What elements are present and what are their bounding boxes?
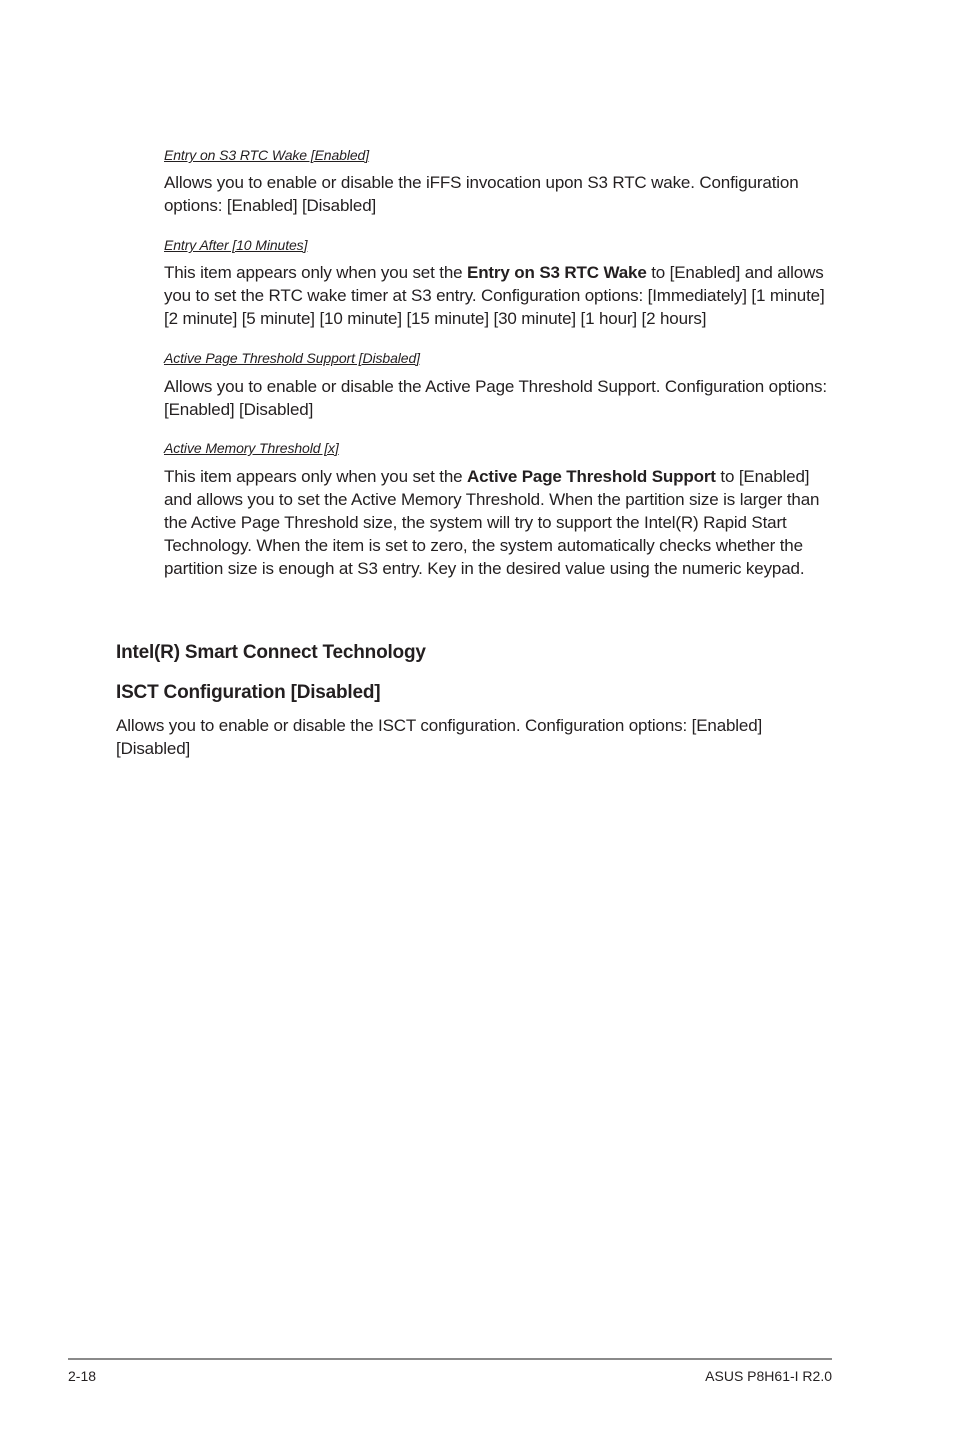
sub-heading-active-page-threshold-support: Active Page Threshold Support [Disbaled] bbox=[164, 350, 420, 366]
entry-after-description bbox=[164, 261, 834, 330]
active-page-threshold-support-description: Allows you to enable or disable the Active Page Threshold Support. Configuration options: [Enabled] [Disabled] bbox=[164, 377, 827, 419]
entry-on-s3-rtc-wake-description: Allows you to enable or disable the iFFS invocation upon S3 RTC wake. Configuration options: [Enabled] [Disabled] bbox=[164, 173, 799, 215]
entry-after-text-bold: Entry on S3 RTC Wake bbox=[467, 263, 647, 282]
entry-after-text-end: to [Enabled] and allows you to set the RTC wake timer at S3 entry. Configuration options: [Immediately] [1 minute] [2 minute] [5 minute] [10 minute] [15 minute] [30 minute] [1 hour] [2 hours] bbox=[164, 263, 825, 328]
isct-configuration-description: Allows you to enable or disable the ISCT configuration. Configuration options: [Enabled] [Disabled] bbox=[116, 716, 763, 758]
entry-after-text-start: This item appears only when you set the bbox=[164, 263, 467, 282]
active-memory-threshold-text-end: to [Enabled] and allows you to set the Active Memory Threshold. When the partition size is larger than the Active Page Threshold size, the system will try to support the Intel(R) Rapid Start Technology. When the item is set to zero, the system automatically checks whether the partition size is enough at S3 entry. Key in the desired value using the numeric keypad. bbox=[164, 467, 820, 578]
active-memory-threshold-text-start: This item appears only when you set the bbox=[164, 467, 467, 486]
product-name: ASUS P8H61-I R2.0 bbox=[705, 1368, 832, 1384]
sub-heading-entry-after: Entry After [10 Minutes] bbox=[164, 237, 308, 253]
active-memory-threshold-description bbox=[164, 465, 834, 580]
page-number: 2-18 bbox=[68, 1368, 97, 1384]
subsection-title: ISCT Configuration [Disabled] bbox=[116, 682, 381, 703]
sub-heading-entry-on-s3-rtc-wake: Entry on S3 RTC Wake [Enabled] bbox=[164, 147, 370, 163]
section-title: Intel(R) Smart Connect Technology bbox=[116, 642, 426, 663]
footer-rule bbox=[68, 1358, 832, 1360]
active-memory-threshold-text-bold: Active Page Threshold Support bbox=[467, 467, 716, 486]
sub-heading-active-memory-threshold: Active Memory Threshold [x] bbox=[164, 440, 339, 456]
